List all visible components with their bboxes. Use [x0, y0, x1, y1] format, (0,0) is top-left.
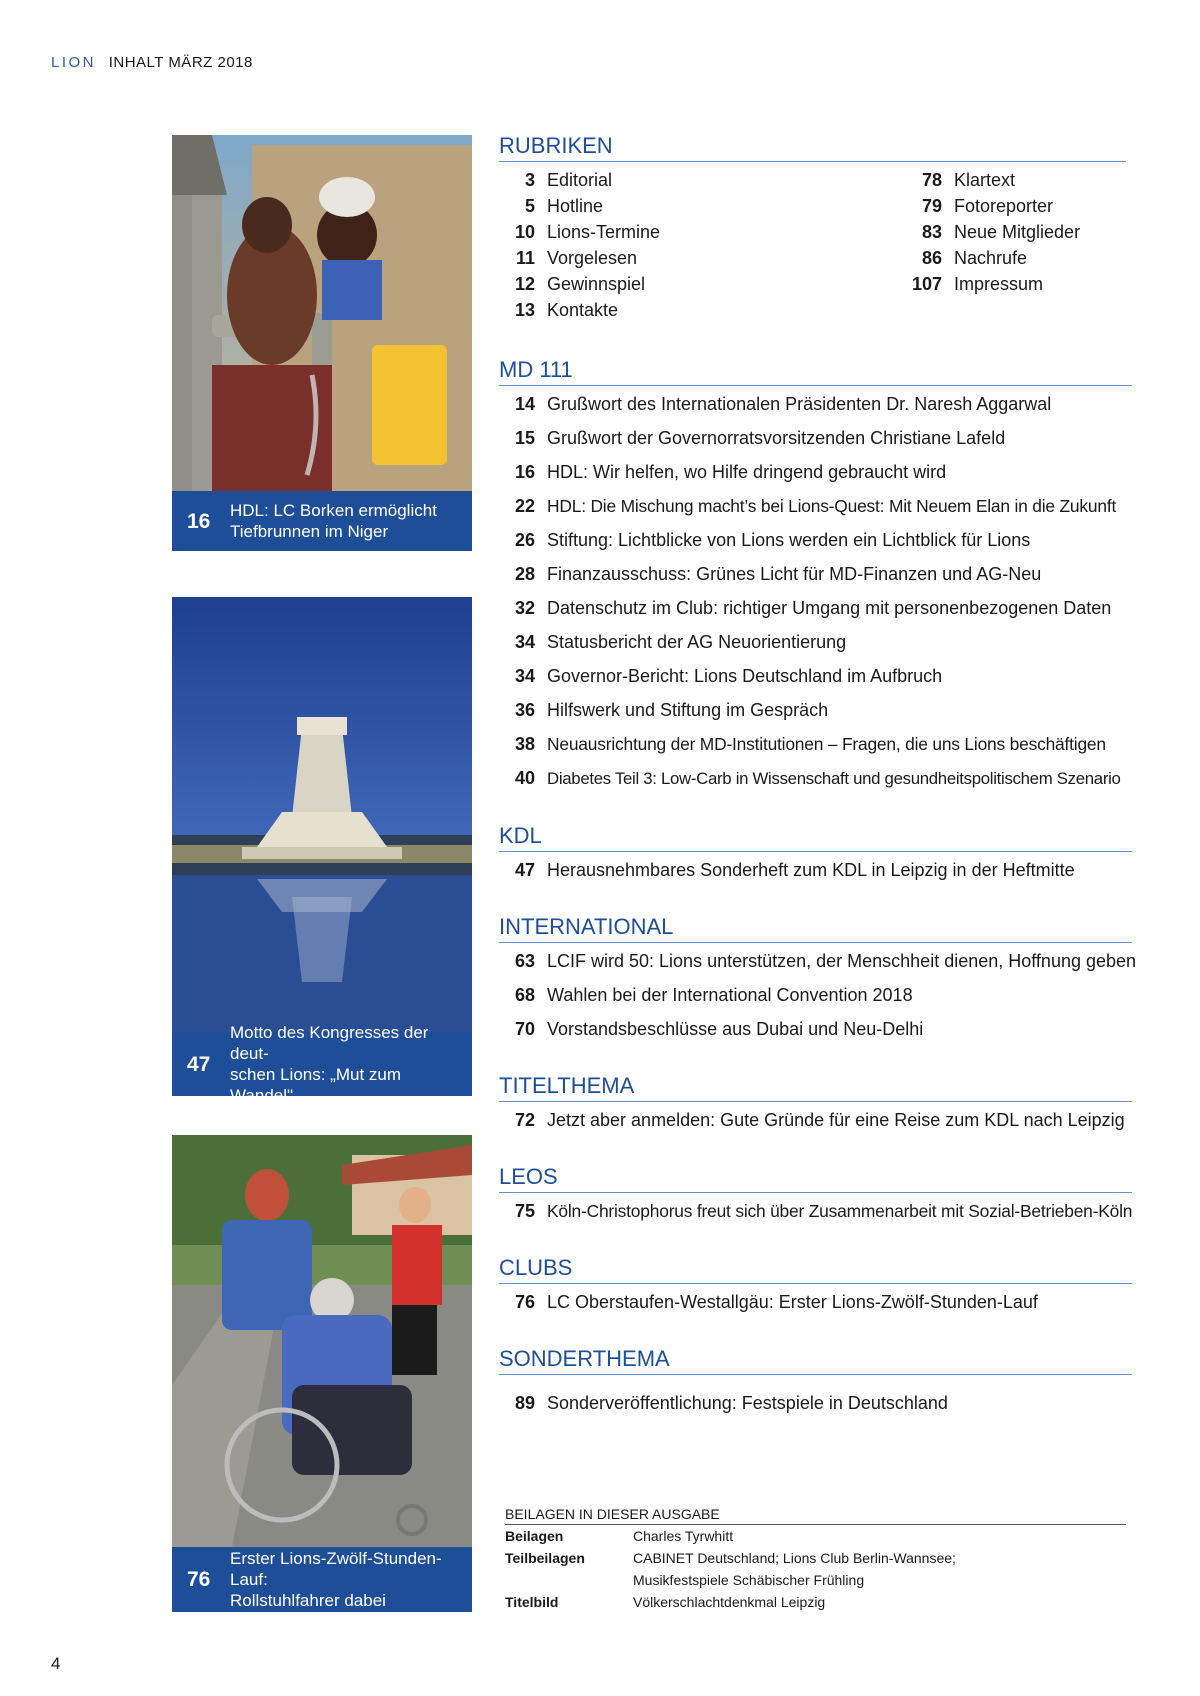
toc-entry[interactable]: 38 Neuausrichtung der MD-Institutionen – Fragen, die uns Lions beschäftigen: [514, 734, 1106, 754]
toc-entry[interactable]: 75 Köln-Christophorus freut sich über Zusammenarbeit mit Sozial-Betrieben-Köln: [514, 1201, 1133, 1221]
toc-entry[interactable]: 68 Wahlen bei der International Convention 2018: [514, 985, 913, 1005]
caption-page-number: 47: [187, 1052, 211, 1076]
section-heading: TITELTHEMA: [499, 1073, 1132, 1102]
section-sonderthema: [499, 1346, 1132, 1413]
toc-entry[interactable]: 11 Vorgelesen: [515, 248, 638, 268]
section-rubriken: [499, 133, 1126, 333]
inserts-row: Titelbild Völkerschlachtdenkmal Leipzig: [505, 1594, 826, 1610]
toc-entry[interactable]: 70 Vorstandsbeschlüsse aus Dubai und Neu-Delhi: [514, 1019, 924, 1039]
section-international: [499, 914, 1137, 1039]
page-number: 4: [51, 1654, 61, 1673]
inserts-box: [505, 1505, 1126, 1610]
toc-entry[interactable]: 89 Sonderveröffentlichung: Festspiele in Deutschland: [514, 1393, 948, 1413]
toc-entry[interactable]: 16 HDL: Wir helfen, wo Hilfe dringend gebraucht wird: [514, 462, 947, 482]
section-heading: CLUBS: [499, 1255, 1132, 1284]
caption-text: Erster Lions-Zwölf-Stunden-Lauf: Rollstuhlfahrer dabei: [230, 1549, 442, 1610]
toc-entry[interactable]: 15 Grußwort der Governorratsvorsitzenden Christiane Lafeld: [514, 428, 1006, 448]
section-titelthema: [499, 1073, 1132, 1130]
toc-entry[interactable]: 76 LC Oberstaufen-Westallgäu: Erster Lions-Zwölf-Stunden-Lauf: [514, 1292, 1038, 1312]
photo-caption-3: [172, 1547, 472, 1612]
toc-entry[interactable]: 34 Governor-Bericht: Lions Deutschland im Aufbruch: [514, 666, 943, 686]
toc-entry[interactable]: 72 Jetzt aber anmelden: Gute Gründe für eine Reise zum KDL nach Leipzig: [514, 1110, 1125, 1130]
photo-children-water-pump: [172, 135, 472, 491]
toc-entry[interactable]: 83 Neue Mitglieder: [921, 222, 1081, 242]
section-md111: [499, 357, 1132, 788]
photo-caption-1: [172, 491, 472, 551]
inserts-heading: BEILAGEN IN DIESER AUSGABE: [505, 1505, 1126, 1525]
toc-entry[interactable]: 13 Kontakte: [514, 300, 619, 320]
section-heading: INTERNATIONAL: [499, 914, 1132, 943]
toc-entry[interactable]: 3 Editorial: [524, 170, 613, 190]
photo-caption-2: [172, 1023, 472, 1105]
toc-entry[interactable]: 10 Lions-Termine: [514, 222, 661, 242]
inserts-row: Teilbeilagen CABINET Deutschland; Lions Club Berlin-Wannsee;: [505, 1550, 956, 1566]
inserts-row: Beilagen Charles Tyrwhitt: [505, 1528, 734, 1544]
running-header: [51, 54, 253, 71]
toc-entry[interactable]: 79 Fotoreporter: [921, 196, 1054, 216]
toc-entry[interactable]: 63 LCIF wird 50: Lions unterstützen, der Menschheit dienen, Hoffnung geben: [514, 951, 1137, 971]
section-heading: SONDERTHEMA: [499, 1346, 1132, 1375]
toc-entry[interactable]: 26 Stiftung: Lichtblicke von Lions werden ein Lichtblick für Lions: [514, 530, 1031, 550]
caption-text: HDL: LC Borken ermöglicht Tiefbrunnen im Niger: [230, 501, 437, 541]
inserts-row: Musikfestspiele Schäbischer Frühling: [633, 1572, 865, 1588]
caption-text: Motto des Kongresses der deut- schen Lions: „Mut zum Wandel": [230, 1023, 429, 1105]
toc-entry[interactable]: 40 Diabetes Teil 3: Low-Carb in Wissenschaft und gesundheitspolitischem Szenario: [514, 768, 1121, 788]
section-clubs: [499, 1255, 1132, 1312]
toc-entry[interactable]: 86 Nachrufe: [921, 248, 1028, 268]
toc-entry[interactable]: 107 Impressum: [911, 274, 1044, 294]
section-heading: LEOS: [499, 1164, 1132, 1193]
toc-entry[interactable]: 22 HDL: Die Mischung macht’s bei Lions-Quest: Mit Neuem Elan in die Zukunft: [514, 496, 1117, 516]
photo-charity-run-wheelchair: [172, 1135, 472, 1547]
section-heading: RUBRIKEN: [499, 133, 1126, 162]
toc-entry[interactable]: 5 Hotline: [524, 196, 604, 216]
toc-entry[interactable]: 47 Herausnehmbares Sonderheft zum KDL in Leipzig in der Heftmitte: [514, 860, 1075, 880]
toc-entry[interactable]: 36 Hilfswerk und Stiftung im Gespräch: [514, 700, 829, 720]
photo-voelkerschlachtdenkmal: [172, 597, 472, 1032]
section-kdl: [499, 823, 1132, 880]
caption-page-number: 16: [187, 509, 211, 533]
issue-title: INHALT MÄRZ 2018: [108, 54, 253, 71]
toc-entry[interactable]: 28 Finanzausschuss: Grünes Licht für MD-Finanzen und AG-Neu: [514, 564, 1042, 584]
section-heading: KDL: [499, 823, 1132, 852]
caption-page-number: 76: [187, 1568, 211, 1591]
toc-entry[interactable]: 78 Klartext: [921, 170, 1016, 190]
toc-entry[interactable]: 32 Datenschutz im Club: richtiger Umgang mit personenbezogenen Daten: [514, 598, 1112, 618]
section-heading: MD 111: [499, 357, 1132, 386]
toc-entry[interactable]: 12 Gewinnspiel: [514, 274, 646, 294]
toc-entry[interactable]: 14 Grußwort des Internationalen Präsidenten Dr. Naresh Aggarwal: [514, 394, 1052, 414]
toc-entry[interactable]: 34 Statusbericht der AG Neuorientierung: [514, 632, 847, 652]
section-leos: [499, 1164, 1133, 1221]
brand-label: LION: [51, 54, 97, 71]
